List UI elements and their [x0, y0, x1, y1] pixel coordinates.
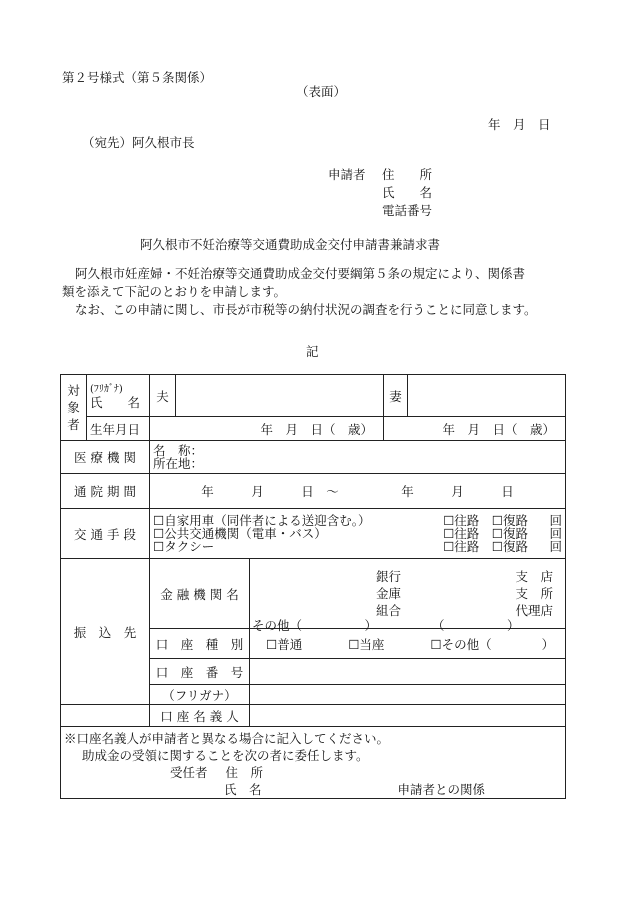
transport-option-car[interactable]: ☐自家用車（同伴者による送迎含む。） ☐往路 ☐復路 回 [153, 513, 562, 528]
account-holder-furigana-field[interactable] [250, 685, 566, 705]
account-holder-label: 口 座 名 義 人 [150, 705, 250, 727]
body-text [62, 265, 537, 319]
bank-type-list: 銀行 金庫 組合 [376, 569, 402, 618]
body-line-1: 阿久根市妊産婦・不妊治療等交通費助成金交付要綱第５条の規定により、関係書 [75, 266, 526, 281]
addressee: （宛先）阿久根市長 [82, 135, 195, 150]
visit-period-label: 通 院 期 間 [61, 474, 150, 509]
furigana-label: （フリガナ） [150, 685, 250, 705]
medical-institution-label: 医 療 機 関 [61, 441, 150, 474]
document-title: 阿久根市不妊治療等交通費助成金交付申請書兼請求書 [140, 237, 441, 252]
form-number: 第２号様式（第５条関係） [62, 70, 213, 85]
wife-label: 妻 [384, 375, 408, 417]
account-type-current[interactable]: ☐当座 [348, 636, 385, 652]
target-person-label: 対象者 [61, 375, 87, 441]
delegation-section [61, 727, 566, 799]
medical-institution-field[interactable]: 名 称： 所在地： [150, 441, 566, 474]
account-type-normal[interactable]: ☐普通 [266, 636, 303, 652]
transport-options [150, 509, 566, 559]
wife-birthdate-field[interactable]: 年 月 日（ 歳） [384, 417, 566, 441]
transport-option-public[interactable]: ☐公共交通機関（電車・バス） ☐往路 ☐復路 回 [153, 526, 562, 541]
branch-other[interactable]: （ ） [432, 618, 520, 633]
application-table [60, 374, 566, 799]
transfer-destination-label: 振 込 先 [61, 559, 150, 705]
delegate-address-row: 受任者 住 所 [170, 765, 263, 780]
bank-other[interactable]: その他（ ） [252, 618, 378, 633]
body-line-2: 類を添えて下記のとおりを申請します。 [62, 284, 287, 299]
side-label: （表面） [296, 84, 347, 99]
visit-period-field[interactable]: 年 月 日 ～ 年 月 日 [150, 474, 566, 509]
applicant-name-label: 氏 名 [382, 185, 433, 200]
account-number-label: 口 座 番 号 [150, 659, 250, 685]
delegation-statement: 助成金の受領に関することを次の者に委任します。 [82, 748, 369, 763]
name-label: (ﾌﾘｶﾞﾅ) 氏 名 [87, 375, 150, 417]
transport-label: 交 通 手 段 [61, 509, 150, 559]
wife-name-field[interactable] [408, 375, 566, 417]
delegate-name-row: 氏 名 申請者との関係 [224, 782, 485, 797]
birthdate-label: 生年月日 [87, 417, 150, 441]
husband-label: 夫 [150, 375, 176, 417]
date: 年 月 日 [488, 117, 551, 132]
transport-option-taxi[interactable]: ☐タクシー ☐往路 ☐復路 回 [153, 539, 562, 554]
body-line-3: なお、この申請に関し、市長が市税等の納付状況の調査を行うことに同意します。 [75, 302, 537, 317]
applicant-address-label: 住 所 [382, 167, 433, 182]
account-type-label: 口 座 種 別 [150, 629, 250, 659]
husband-name-field[interactable] [176, 375, 384, 417]
applicant-phone-label: 電話番号 [382, 203, 433, 218]
husband-birthdate-field[interactable]: 年 月 日（ 歳） [150, 417, 384, 441]
account-number-field[interactable] [250, 659, 566, 685]
bank-name-label: 金 融 機 関 名 [150, 559, 250, 629]
applicant-label: 申請者 [328, 167, 366, 182]
account-type-other[interactable]: ☐その他（ ） [430, 636, 555, 652]
account-holder-field[interactable] [250, 705, 566, 727]
branch-type-list: 支 店 支 所 代理店 [515, 569, 553, 618]
ki-label: 記 [306, 344, 319, 359]
delegation-note: ※口座名義人が申請者と異なる場合に記入してください。 [64, 731, 390, 746]
